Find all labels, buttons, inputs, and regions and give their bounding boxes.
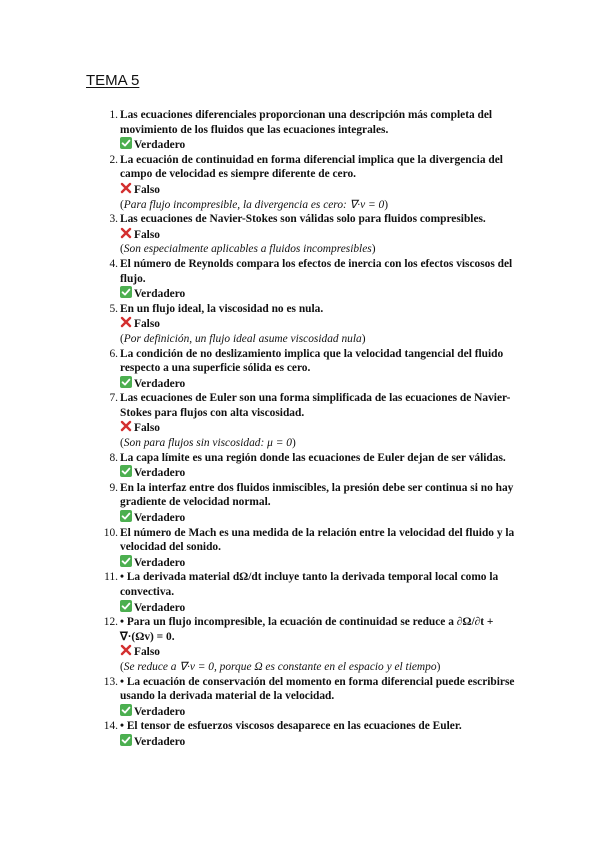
answer-line bbox=[120, 182, 519, 198]
question-number: 6. bbox=[109, 347, 118, 360]
question-number: 13. bbox=[103, 675, 118, 688]
answer-line bbox=[120, 227, 519, 243]
answer-line bbox=[120, 704, 519, 720]
question-text: • Para un flujo incompresible, la ecuación de continuidad se reduce a ∂Ω/∂t + ∇·(Ωv) = 0. bbox=[120, 616, 494, 643]
answer-line bbox=[120, 286, 519, 302]
question-text: La ecuación de continuidad en forma diferencial implica que la divergencia del campo de velocidad es siempre diferente de cero. bbox=[120, 153, 503, 181]
answer-text: Falso bbox=[134, 646, 160, 659]
answer-note: (Para flujo incompresible, la divergencia es cero: ∇·v = 0) bbox=[120, 198, 389, 211]
question-text: En un flujo ideal, la viscosidad no es nula. bbox=[120, 302, 324, 315]
cross-mark-icon bbox=[120, 227, 132, 239]
question-number: 12. bbox=[103, 616, 118, 629]
answer-text: Verdadero bbox=[134, 377, 186, 390]
question-number: 10. bbox=[103, 526, 118, 539]
cross-mark-icon bbox=[120, 316, 132, 328]
question-number: 14. bbox=[103, 720, 118, 733]
answer-text: Falso bbox=[134, 422, 160, 435]
question-item bbox=[0, 570, 599, 615]
answer-line bbox=[120, 644, 519, 660]
question-list bbox=[0, 108, 599, 750]
question-item bbox=[0, 153, 599, 212]
question-item bbox=[0, 451, 599, 481]
cross-mark-icon bbox=[120, 182, 132, 194]
question-item bbox=[0, 615, 599, 674]
question-item bbox=[0, 347, 599, 392]
question-text: • El tensor de esfuerzos viscosos desaparece en las ecuaciones de Euler. bbox=[120, 720, 462, 733]
question-number: 1. bbox=[109, 109, 118, 121]
answer-note-text: Son para flujos sin viscosidad: μ = 0 bbox=[123, 437, 292, 450]
question-item bbox=[0, 391, 599, 450]
question-number: 11. bbox=[104, 571, 118, 584]
question-item bbox=[0, 108, 599, 153]
answer-line bbox=[120, 600, 519, 616]
question-item bbox=[0, 481, 599, 526]
answer-text: Verdadero bbox=[134, 512, 186, 525]
answer-text: Verdadero bbox=[134, 601, 186, 614]
check-mark-icon bbox=[120, 465, 132, 477]
check-mark-icon bbox=[120, 286, 132, 298]
answer-text: Verdadero bbox=[134, 556, 186, 569]
check-mark-icon bbox=[120, 376, 132, 388]
question-text: Las ecuaciones diferenciales proporcionan una descripción más completa del movimiento de los fluidos que las ecuaciones integrales. bbox=[120, 109, 493, 136]
answer-note: (Son especialmente aplicables a fluidos incompresibles) bbox=[120, 243, 376, 256]
question-item bbox=[0, 302, 599, 347]
question-number: 9. bbox=[109, 481, 118, 494]
answer-line bbox=[120, 420, 519, 436]
answer-text: Verdadero bbox=[134, 288, 186, 301]
check-mark-icon bbox=[120, 510, 132, 522]
answer-text: Verdadero bbox=[134, 139, 186, 152]
answer-line bbox=[120, 376, 519, 392]
answer-note: (Se reduce a ∇·v = 0, porque Ω es constante en el espacio y el tiempo) bbox=[120, 660, 441, 673]
answer-text: Verdadero bbox=[134, 735, 186, 748]
question-number: 4. bbox=[109, 257, 118, 270]
question-item bbox=[0, 212, 599, 257]
check-mark-icon bbox=[120, 734, 132, 746]
question-text: Las ecuaciones de Navier-Stokes son válidas solo para fluidos compresibles. bbox=[120, 213, 486, 226]
answer-note-text: Son especialmente aplicables a fluidos incompresibles bbox=[123, 243, 372, 256]
question-item bbox=[0, 257, 599, 302]
answer-text: Falso bbox=[134, 183, 160, 196]
question-text: • La derivada material dΩ/dt incluye tanto la derivada temporal local como la convectiva. bbox=[120, 571, 499, 598]
page-title: TEMA 5 bbox=[86, 72, 140, 89]
question-number: 5. bbox=[109, 302, 118, 315]
question-number: 8. bbox=[109, 451, 118, 464]
answer-line bbox=[120, 734, 519, 750]
answer-text: Falso bbox=[134, 228, 160, 241]
answer-line bbox=[120, 137, 519, 153]
check-mark-icon bbox=[120, 600, 132, 612]
question-text: La capa límite es una región donde las ecuaciones de Euler dejan de ser válidas. bbox=[120, 451, 506, 464]
answer-text: Falso bbox=[134, 318, 160, 331]
question-text: Las ecuaciones de Euler son una forma simplificada de las ecuaciones de Navier-Stokes para flujos con alta viscosidad. bbox=[120, 392, 511, 419]
answer-note-text: Se reduce a ∇·v = 0, porque Ω es constante en el espacio y el tiempo bbox=[123, 660, 437, 673]
answer-text: Verdadero bbox=[134, 467, 186, 480]
answer-note: (Son para flujos sin viscosidad: μ = 0) bbox=[120, 437, 296, 450]
question-text: En la interfaz entre dos fluidos inmiscibles, la presión debe ser continua si no hay gradiente de velocidad normal. bbox=[120, 481, 514, 509]
check-mark-icon bbox=[120, 555, 132, 567]
question-number: 7. bbox=[109, 392, 118, 405]
question-text: La condición de no deslizamiento implica que la velocidad tangencial del fluido respecto a una superficie sólida es cero. bbox=[120, 347, 504, 375]
answer-text: Verdadero bbox=[134, 705, 186, 718]
question-item bbox=[0, 675, 599, 720]
check-mark-icon bbox=[120, 704, 132, 716]
question-text: • La ecuación de conservación del momento en forma diferencial puede escribirse usando la derivada material de la velocidad. bbox=[120, 675, 515, 703]
answer-note-text: Para flujo incompresible, la divergencia es cero: ∇·v = 0 bbox=[123, 198, 385, 211]
question-number: 3. bbox=[109, 213, 118, 226]
answer-line bbox=[120, 510, 519, 526]
cross-mark-icon bbox=[120, 644, 132, 656]
answer-note-text: Por definición, un flujo ideal asume viscosidad nula bbox=[123, 332, 362, 345]
answer-line bbox=[120, 316, 519, 332]
cross-mark-icon bbox=[120, 420, 132, 432]
question-number: 2. bbox=[109, 153, 118, 166]
question-item bbox=[0, 526, 599, 571]
answer-line bbox=[120, 465, 519, 481]
check-mark-icon bbox=[120, 137, 132, 149]
answer-line bbox=[120, 555, 519, 571]
answer-note: (Por definición, un flujo ideal asume viscosidad nula) bbox=[120, 332, 366, 345]
question-text: El número de Reynolds compara los efectos de inercia con los efectos viscosos del flujo. bbox=[120, 257, 513, 285]
question-item bbox=[0, 719, 599, 749]
question-text: El número de Mach es una medida de la relación entre la velocidad del fluido y la velocidad del sonido. bbox=[120, 526, 515, 554]
